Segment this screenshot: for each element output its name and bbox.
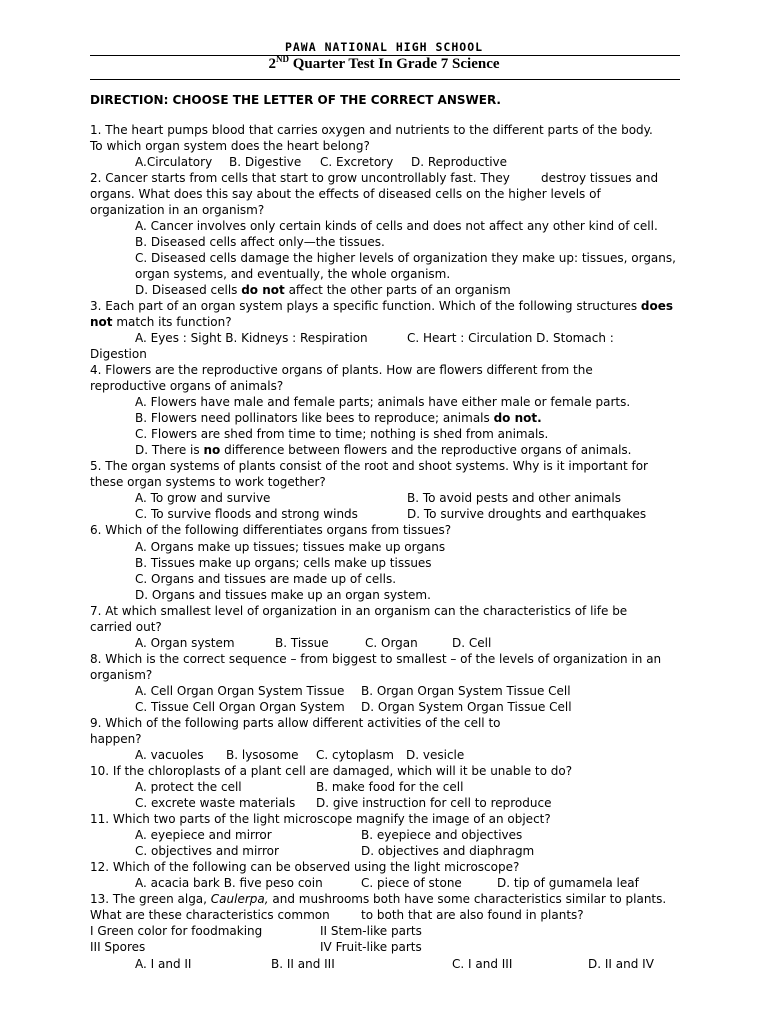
question-9-line-2: happen? (90, 732, 142, 746)
q13-item-3: III Spores (90, 940, 146, 954)
q9-option-c: C. cytoplasm (316, 748, 394, 762)
q8-option-d: D. Organ System Organ Tissue Cell (361, 700, 572, 714)
q3-options-c-d: C. Heart : Circulation D. Stomach : (407, 331, 614, 345)
q8-option-a: A. Cell Organ Organ System Tissue (135, 684, 345, 698)
question-7-line-1: 7. At which smallest level of organization in an organism can the characteristics of life be (90, 604, 628, 618)
q1-option-a: A.Circulatory (135, 155, 213, 169)
q2-option-c-line-2: organ systems, and eventually, the whole organism. (135, 267, 451, 281)
question-3-line-2: not match its function? (90, 315, 232, 329)
q6-option-c: C. Organs and tissues are made up of cells. (135, 572, 397, 586)
q3-options-continued: Digestion (90, 347, 147, 361)
direction-text: DIRECTION: CHOOSE THE LETTER OF THE CORRECT ANSWER. (90, 93, 501, 107)
q11-option-c: C. objectives and mirror (135, 844, 279, 858)
question-8-line-1: 8. Which is the correct sequence – from biggest to smallest – of the levels of organization in an (90, 652, 662, 666)
q13-item-1: I Green color for foodmaking (90, 924, 263, 938)
question-11-line-1: 11. Which two parts of the light microscope magnify the image of an object? (90, 812, 551, 826)
question-13-line-2a: What are these characteristics common (90, 908, 330, 922)
q1-option-d: D. Reproductive (411, 155, 508, 169)
q2-option-c-line-1: C. Diseased cells damage the higher levels of organization they make up: tissues, organs, (135, 251, 676, 265)
q4-option-b: B. Flowers need pollinators like bees to reproduce; animals do not. (135, 411, 542, 425)
q4-option-d: D. There is no difference between flowers and the reproductive organs of animals. (135, 443, 632, 457)
q12-options-a-b: A. acacia bark B. five peso coin (135, 876, 323, 890)
question-1-line-2: To which organ system does the heart belong? (90, 139, 370, 153)
q7-option-c: C. Organ (365, 636, 418, 650)
q5-option-c: C. To survive floods and strong winds (135, 507, 358, 521)
q11-option-d: D. objectives and diaphragm (361, 844, 535, 858)
q13-option-c: C. I and III (452, 957, 513, 971)
question-3-line-1: 3. Each part of an organ system plays a specific function. Which of the following structures does (90, 299, 674, 313)
q6-option-b: B. Tissues make up organs; cells make up tissues (135, 556, 432, 570)
question-2-line-1b: destroy tissues and (541, 171, 659, 185)
question-9-line-1: 9. Which of the following parts allow different activities of the cell to (90, 716, 501, 730)
q7-option-b: B. Tissue (275, 636, 329, 650)
q2-option-d: D. Diseased cells do not affect the other parts of an organism (135, 283, 511, 297)
q6-option-d: D. Organs and tissues make up an organ system. (135, 588, 431, 602)
q13-item-2: II Stem-like parts (320, 924, 422, 938)
q9-option-d: D. vesicle (406, 748, 465, 762)
q7-option-d: D. Cell (452, 636, 492, 650)
q9-option-a: A. vacuoles (135, 748, 204, 762)
header-rule-bottom (90, 79, 680, 80)
question-1-line-1: 1. The heart pumps blood that carries oxygen and nutrients to the different parts of the body. (90, 123, 653, 137)
q13-option-d: D. II and IV (588, 957, 654, 971)
q11-option-b: B. eyepiece and objectives (361, 828, 523, 842)
q4-option-c: C. Flowers are shed from time to time; nothing is shed from animals. (135, 427, 549, 441)
school-name: PAWA NATIONAL HIGH SCHOOL (284, 40, 484, 54)
q5-option-b: B. To avoid pests and other animals (407, 491, 621, 505)
q12-option-c: C. piece of stone (361, 876, 462, 890)
question-4-line-2: reproductive organs of animals? (90, 379, 284, 393)
q6-option-a: A. Organs make up tissues; tissues make up organs (135, 540, 446, 554)
question-4-line-1: 4. Flowers are the reproductive organs of plants. How are flowers different from the (90, 363, 593, 377)
q13-option-b: B. II and III (271, 957, 335, 971)
question-2-line-2: organs. What does this say about the effects of diseased cells on the higher levels of (90, 187, 601, 201)
q10-option-a: A. protect the cell (135, 780, 242, 794)
question-13-line-2b: to both that are also found in plants? (361, 908, 584, 922)
q8-option-c: C. Tissue Cell Organ Organ System (135, 700, 345, 714)
question-5-line-1: 5. The organ systems of plants consist of the root and shoot systems. Why is it important for (90, 459, 648, 473)
q2-option-b: B. Diseased cells affect only—the tissues. (135, 235, 385, 249)
test-title: 2ND Quarter Test In Grade 7 Science (268, 54, 500, 72)
question-7-line-2: carried out? (90, 620, 162, 634)
q7-option-a: A. Organ system (135, 636, 235, 650)
q5-option-a: A. To grow and survive (135, 491, 271, 505)
question-2-line-3: organization in an organism? (90, 203, 265, 217)
q13-option-a: A. I and II (135, 957, 192, 971)
question-10-line-1: 10. If the chloroplasts of a plant cell are damaged, which will it be unable to do? (90, 764, 573, 778)
q13-item-4: IV Fruit-like parts (320, 940, 422, 954)
question-8-line-2: organism? (90, 668, 153, 682)
q12-option-d: D. tip of gumamela leaf (497, 876, 639, 890)
question-6-line-1: 6. Which of the following differentiates organs from tissues? (90, 523, 452, 537)
question-5-line-2: these organ systems to work together? (90, 475, 326, 489)
question-13-line-1: 13. The green alga, Caulerpa, and mushrooms both have some characteristics similar to plants. (90, 892, 667, 906)
q11-option-a: A. eyepiece and mirror (135, 828, 272, 842)
question-12-line-1: 12. Which of the following can be observed using the light microscope? (90, 860, 520, 874)
q3-options-a-b: A. Eyes : Sight B. Kidneys : Respiration (135, 331, 368, 345)
q5-option-d: D. To survive droughts and earthquakes (407, 507, 647, 521)
q10-option-d: D. give instruction for cell to reproduce (316, 796, 552, 810)
q2-option-a: A. Cancer involves only certain kinds of cells and does not affect any other kind of cell. (135, 219, 658, 233)
q4-option-a: A. Flowers have male and female parts; animals have either male or female parts. (135, 395, 631, 409)
q9-option-b: B. lysosome (226, 748, 299, 762)
q10-option-b: B. make food for the cell (316, 780, 464, 794)
question-2-line-1a: 2. Cancer starts from cells that start to grow uncontrollably fast. They (90, 171, 510, 185)
q8-option-b: B. Organ Organ System Tissue Cell (361, 684, 571, 698)
q10-option-c: C. excrete waste materials (135, 796, 296, 810)
q1-option-b: B. Digestive (229, 155, 302, 169)
q1-option-c: C. Excretory (320, 155, 394, 169)
